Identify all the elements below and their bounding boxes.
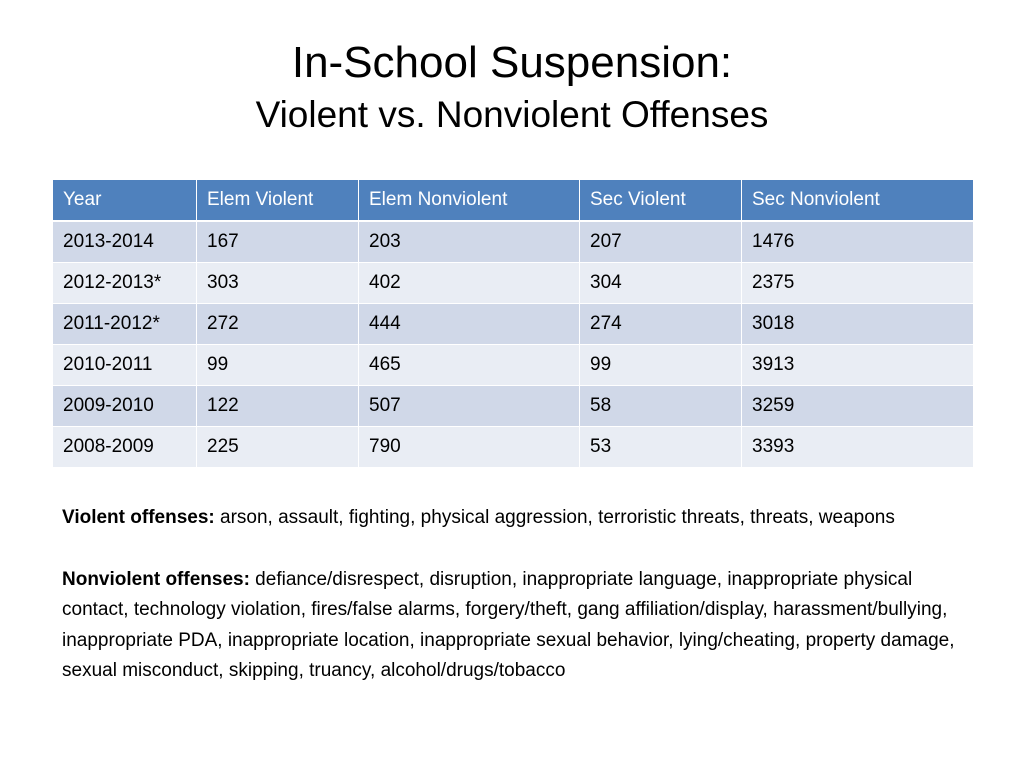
suspension-table bbox=[52, 179, 974, 468]
cell-elem-nonviolent: 465 bbox=[359, 345, 580, 386]
table-row bbox=[53, 427, 974, 468]
cell-sec-violent: 58 bbox=[580, 386, 742, 427]
title-subtitle: Violent vs. Nonviolent Offenses bbox=[255, 93, 769, 135]
cell-elem-nonviolent: 402 bbox=[359, 263, 580, 304]
cell-sec-nonviolent: 3018 bbox=[742, 304, 974, 345]
cell-elem-nonviolent: 507 bbox=[359, 386, 580, 427]
nonviolent-term: Nonviolent offenses: bbox=[62, 568, 250, 590]
table-row bbox=[53, 304, 974, 345]
nonviolent-definition bbox=[62, 565, 962, 687]
cell-sec-nonviolent: 3393 bbox=[742, 427, 974, 468]
header-elem-nonviolent: Elem Nonviolent bbox=[359, 180, 580, 222]
cell-elem-nonviolent: 203 bbox=[359, 221, 580, 263]
cell-elem-violent: 272 bbox=[197, 304, 359, 345]
cell-elem-nonviolent: 790 bbox=[359, 427, 580, 468]
cell-elem-nonviolent: 444 bbox=[359, 304, 580, 345]
cell-year: 2011-2012* bbox=[53, 304, 197, 345]
cell-sec-nonviolent: 3913 bbox=[742, 345, 974, 386]
header-sec-violent: Sec Violent bbox=[580, 180, 742, 222]
header-elem-violent: Elem Violent bbox=[197, 180, 359, 222]
cell-year: 2008-2009 bbox=[53, 427, 197, 468]
cell-sec-violent: 207 bbox=[580, 221, 742, 263]
cell-elem-violent: 225 bbox=[197, 427, 359, 468]
table-row bbox=[53, 386, 974, 427]
cell-year: 2013-2014 bbox=[53, 221, 197, 263]
title-main: In-School Suspension: bbox=[291, 38, 733, 87]
table-row bbox=[53, 345, 974, 386]
cell-year: 2010-2011 bbox=[53, 345, 197, 386]
cell-sec-nonviolent: 1476 bbox=[742, 221, 974, 263]
table-header-row bbox=[53, 180, 974, 222]
cell-elem-violent: 99 bbox=[197, 345, 359, 386]
cell-sec-violent: 53 bbox=[580, 427, 742, 468]
violent-list: arson, assault, fighting, physical aggression, terroristic threats, threats, weapons bbox=[214, 507, 895, 528]
cell-sec-nonviolent: 2375 bbox=[742, 263, 974, 304]
cell-year: 2009-2010 bbox=[53, 386, 197, 427]
slide-title bbox=[0, 36, 1024, 137]
cell-sec-violent: 304 bbox=[580, 263, 742, 304]
offense-definitions bbox=[62, 503, 962, 687]
cell-elem-violent: 167 bbox=[197, 221, 359, 263]
cell-elem-violent: 303 bbox=[197, 263, 359, 304]
cell-sec-violent: 99 bbox=[580, 345, 742, 386]
cell-year: 2012-2013* bbox=[53, 263, 197, 304]
cell-sec-violent: 274 bbox=[580, 304, 742, 345]
violent-definition bbox=[62, 503, 962, 534]
header-year: Year bbox=[53, 180, 197, 222]
table-row bbox=[53, 263, 974, 304]
table-row bbox=[53, 221, 974, 263]
cell-sec-nonviolent: 3259 bbox=[742, 386, 974, 427]
header-sec-nonviolent: Sec Nonviolent bbox=[742, 180, 974, 222]
cell-elem-violent: 122 bbox=[197, 386, 359, 427]
violent-term: Violent offenses: bbox=[62, 507, 215, 528]
nonviolent-list: defiance/disrespect, disruption, inappropriate language, inappropriate physical contact, technology violation, fires/false alarms, forgery/theft, gang affiliation/display, harassment/bullying, inappropriate PDA, inappropriate location, inappropriate sexual behavior, lying/cheating, property damage, sexual misconduct, skipping, truancy, alcohol/drugs/tobacco bbox=[62, 568, 955, 681]
